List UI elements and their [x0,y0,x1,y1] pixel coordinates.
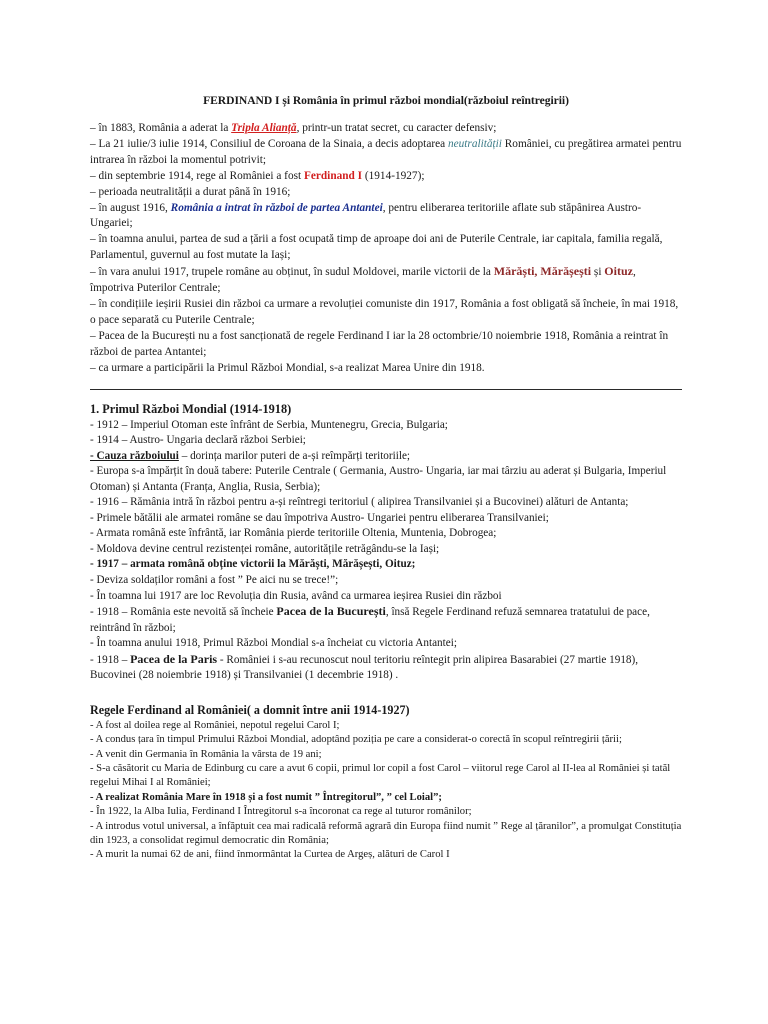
list-item: – în 1883, România a aderat la Tripla Alianță, printr-un tratat secret, cu caracter defensiv; [90,122,497,134]
list-item: - Europa s-a împărțit în două tabere: Puterile Centrale ( Germania, Austro- Ungaria, iar mai târziu au aderat și Bulgaria, Imperiul Otoman) și Antanta (Franța, Anglia, Rusia, Serbia); [90,465,667,493]
list-item: - 1917 – armata română obține victorii la Mărăști, Mărășești, Oituz; [90,558,416,571]
oituz-term: Oituz [604,264,633,279]
list-item: – ca urmare a participării la Primul Război Mondial, s-a realizat Marea Unire din 1918. [90,361,485,374]
ferdinand-term: Ferdinand I [303,169,363,182]
list-item: - În toamna lui 1917 are loc Revoluția din Rusia, având ca urmarea ieșirea Rusiei din război [90,589,502,602]
list-item: - A condus țara în timpul Primului Război Mondial, adoptând poziția pe care a considerat-o corectă în scopul reîntregirii țării; [90,734,622,746]
list-item: - A introdus votul universal, a înfăptuit cea mai radicală reformă agrară din Europa fiind numit ” Rege al țăranilor”, a promulgat Constituția din 1923, a consolidat regimul democratic din România; [90,820,682,847]
list-item: - A venit din Germania în România la vârsta de 19 ani; [90,748,322,760]
section-divider [90,389,682,390]
list-item: - A murit la numai 62 de ani, fiind înmormântat la Curtea de Argeș, alături de Carol I [90,849,450,861]
list-item: – perioada neutralității a durat până în 1916; [90,185,291,198]
list-item: - Cauza războiului – dorința marilor puteri de a-și reîmpărți teritoriile; [90,449,411,462]
document-page [90,94,682,863]
neutralitatii-term: neutralității [447,137,502,150]
link-tripla-alianta[interactable]: Tripla Alianță [231,122,297,134]
list-item: - A fost al doilea rege al României, nepotul regelui Carol I; [90,719,340,731]
marasti-marasesti-term: Mărăști, Mărășești [493,264,592,279]
list-item: - Moldova devine centrul rezistenței române, autoritățile retrăgându-se la Iași; [90,542,440,555]
list-item: - 1918 – România este nevoită să încheie Pacea de la București, însă Regele Ferdinand refuză semnarea tratatului de pace, reintrând în război; [90,604,650,634]
list-item: – Pacea de la București nu a fost sancționată de regele Ferdinand I iar la 28 octombrie/10 noiembrie 1918, România a reintrat în război de partea Antantei; [90,329,669,358]
list-item: - În toamna anului 1918, Primul Război Mondial s-a încheiat cu victoria Antantei; [90,637,457,650]
list-item: - 1918 – Pacea de la Paris - României i s-au recunoscut noul teritoriu reîntegit prin alipirea Basarabiei (27 martie 1918), Bucovinei (28 noiembrie 1918) și Transilvaniei (1 decembrie 1918) . [90,651,639,682]
intro-list [90,121,682,377]
list-item: – La 21 iulie/3 iulie 1914, Consiliul de Coroana de la Sinaia, a decis adoptarea neutralității României, cu pregătirea armatei pentru intrarea în război la momentul potrivit; [90,137,682,166]
antanta-term: România a intrat în război de partea Antantei [170,201,383,214]
list-item: - 1914 – Austro- Ungaria declară război Serbiei; [90,434,306,447]
pacea-bucuresti-term: Pacea de la București [276,604,386,619]
section-heading: Regele Ferdinand al României( a domnit între anii 1914-1927) [90,702,410,717]
list-item: – din septembrie 1914, rege al României a fost Ferdinand I (1914-1927); [90,169,425,182]
list-item: – în vara anului 1917, trupele române au obținut, în sudul Moldovei, marile victorii de la Mărăști, Mărășești și Oituz, împotriva Puterilor Centrale; [90,264,636,295]
list-item: - A realizat România Mare în 1918 și a fost numit ” Întregitorul”, ” cel Loial”; [90,791,442,803]
list-item: - În 1922, la Alba Iulia, Ferdinand I Întregitorul s-a încoronat ca rege al tuturor românilor; [90,806,472,818]
section-king [90,702,682,863]
list-item: - Armata română este înfrântă, iar România pierde teritoriile Oltenia, Muntenia, Dobrogea; [90,527,497,540]
list-item: - Primele bătălii ale armatei române se dau împotriva Austro- Ungariei pentru eliberarea Transilvaniei; [90,511,549,524]
list-item: - S-a căsătorit cu Maria de Edinburg cu care a avut 6 copii, primul lor copil a fost Carol – viitorul rege Carol al II-lea al României și tatăl regelui Mihai I al României; [90,763,671,789]
list-item: – în condițiile ieșirii Rusiei din război ca urmare a revoluției comuniste din 1917, România a fost obligată să încheie, în mai 1918, o pace separată cu Puterile Centrale; [90,297,679,326]
section-war [90,401,682,684]
list-item: – în toamna anului, partea de sud a țării a fost ocupată timp de aproape doi ani de Puterile Centrale, iar capitala, familia regală, Parlamentul, guvernul au fost mutate la Iași; [90,233,663,262]
pacea-paris-term: Pacea de la Paris [130,651,218,666]
list-item: - 1912 – Imperiul Otoman este înfrânt de Serbia, Muntenegru, Grecia, Bulgaria; [90,418,448,431]
section-heading: 1. Primul Război Mondial (1914-1918) [90,401,292,416]
cauza-razboiului-label: - Cauza războiului [90,449,179,462]
list-item: - 1916 – Rămânia intră în război pentru a-și reîntregi teritoriul ( alipirea Transilvaniei și a Bucovinei) alături de Antanta; [90,496,629,509]
document-title: FERDINAND I și România în primul război mondial(războiul reîntregirii) [203,94,569,107]
list-item: - Deviza soldaților români a fost ” Pe aici nu se trece!”; [90,573,339,586]
list-item: – în august 1916, România a intrat în război de partea Antantei, pentru eliberarea teritoriile aflate sub stăpânirea Austro-Ungariei; [90,201,642,230]
